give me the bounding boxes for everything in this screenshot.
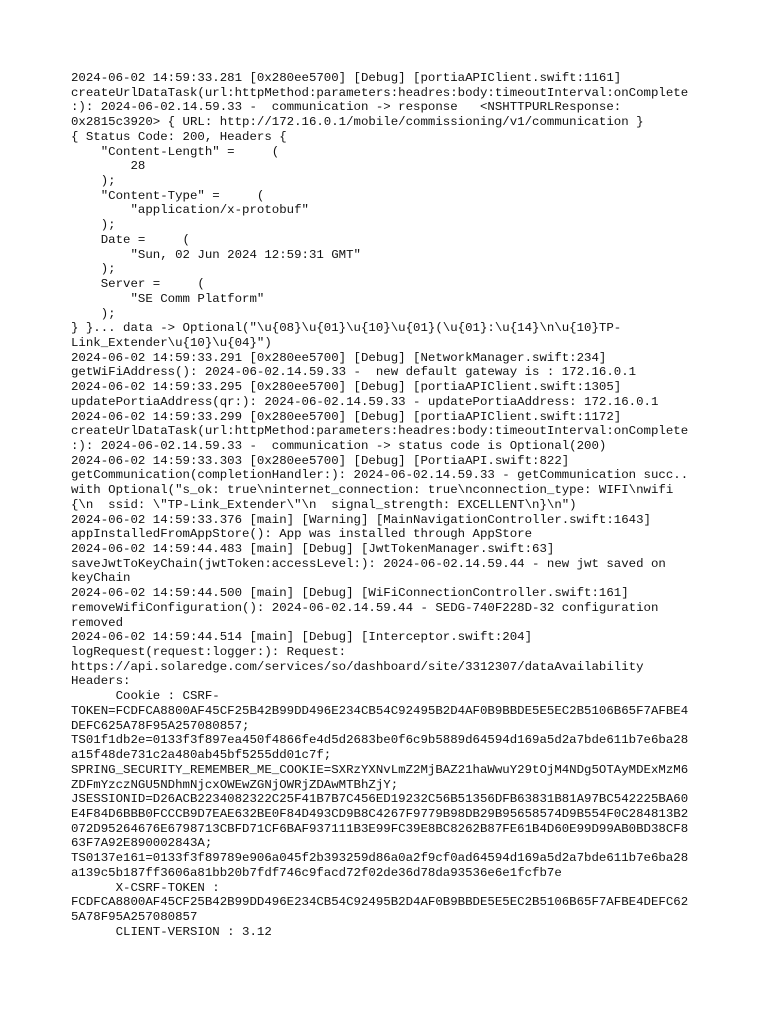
- log-line: FCDFCA8800AF45CF25B42B99DD496E234CB54C92495B2D4AF0B9BBDE5E5EC2B5106B65F7AFBE4DEFC62: [71, 895, 689, 910]
- log-line: 0x2815c3920> { URL: http://172.16.0.1/mobile/commissioning/v1/communication }: [71, 115, 644, 130]
- log-line: https://api.solaredge.com/services/so/dashboard/site/3312307/dataAvailability: [71, 659, 644, 674]
- log-line: Server = (: [71, 277, 205, 292]
- log-line: Headers:: [71, 674, 131, 689]
- log-line: 072D95264676E6798713CBFD71CF6BAF937111B3E99FC39E8BC8262B87FE61B4D60E99D99AB0BD38CF8: [71, 821, 689, 836]
- log-line: JSESSIONID=D26ACB2234082322C25F41B7B7C456ED19232C56B51356DFB63831B81A97BC542225BA60: [71, 792, 689, 807]
- log-line: Link_Extender\u{10}\u{04}"): [71, 335, 272, 350]
- log-line: 2024-06-02 14:59:33.291 [0x280ee5700] [Debug] [NetworkManager.swift:234]: [71, 350, 607, 365]
- log-line: createUrlDataTask(url:httpMethod:parameters:headres:body:timeoutInterval:onComplete: [71, 85, 689, 100]
- log-line: saveJwtToKeyChain(jwtToken:accessLevel:): 2024-06-02.14.59.44 - new jwt saved on: [71, 556, 666, 571]
- log-line: :): 2024-06-02.14.59.33 - communication -> response <NSHTTPURLResponse:: [71, 100, 622, 115]
- log-line: SPRING_SECURITY_REMEMBER_ME_COOKIE=SXRzYXNvLmZ2MjBAZ21haWwuY29tOjM4NDg5OTAyMDExMzM6: [71, 762, 689, 777]
- log-line: removeWifiConfiguration(): 2024-06-02.14.59.44 - SEDG-740F228D-32 configuration: [71, 600, 659, 615]
- log-line: "SE Comm Platform": [71, 291, 265, 306]
- log-line: DEFC625A78F95A257080857;: [71, 718, 250, 733]
- log-line: 2024-06-02 14:59:33.299 [0x280ee5700] [Debug] [portiaAPIClient.swift:1172]: [71, 409, 622, 424]
- log-line: E4F84D6BBB0FCCCB9D7EAE632BE0F84D493CD9B8C4267F9779B98DB29B95658574D9B554F0C284813B2: [71, 806, 689, 821]
- log-line: with Optional("s_ok: true\ninternet_connection: true\nconnection_type: WIFI\nwifi: [71, 483, 674, 498]
- log-line: logRequest(request:logger:): Request:: [71, 645, 347, 660]
- log-line: a15f48de731c2a480ab45bf5255dd01c7f;: [71, 748, 332, 763]
- log-line: CLIENT-VERSION : 3.12: [71, 924, 272, 939]
- log-line: getCommunication(completionHandler:): 2024-06-02.14.59.33 - getCommunication succ..: [71, 468, 689, 483]
- log-line: Cookie : CSRF-: [71, 689, 220, 704]
- log-line: );: [71, 174, 116, 189]
- log-line: 2024-06-02 14:59:33.303 [0x280ee5700] [Debug] [PortiaAPI.swift:822]: [71, 453, 570, 468]
- log-line: X-CSRF-TOKEN :: [71, 880, 220, 895]
- log-line: createUrlDataTask(url:httpMethod:parameters:headres:body:timeoutInterval:onComplete: [71, 424, 689, 439]
- log-line: );: [71, 262, 116, 277]
- log-line: ZDFmYzczNGU5NDhmNjcxOWEwZGNjOWRjZDAwMTBhZjY;: [71, 777, 399, 792]
- log-line: :): 2024-06-02.14.59.33 - communication -> status code is Optional(200): [71, 438, 607, 453]
- log-line: 2024-06-02 14:59:44.514 [main] [Debug] [Interceptor.swift:204]: [71, 630, 533, 645]
- log-line: updatePortiaAddress(qr:): 2024-06-02.14.59.33 - updatePortiaAddress: 172.16.0.1: [71, 394, 659, 409]
- log-line: 28: [71, 159, 146, 174]
- log-line: 2024-06-02 14:59:33.376 [main] [Warning] [MainNavigationController.swift:1643]: [71, 512, 651, 527]
- log-line: getWiFiAddress(): 2024-06-02.14.59.33 - new default gateway is : 172.16.0.1: [71, 365, 637, 380]
- log-line: 5A78F95A257080857: [71, 909, 198, 924]
- log-line: { Status Code: 200, Headers {: [71, 129, 287, 144]
- log-line: "Content-Type" = (: [71, 188, 265, 203]
- log-line: TOKEN=FCDFCA8800AF45CF25B42B99DD496E234CB54C92495B2D4AF0B9BBDE5E5EC2B5106B65F7AFBE4: [71, 703, 689, 718]
- log-line: 63F7A92E890002843A;: [71, 836, 213, 851]
- log-line: );: [71, 218, 116, 233]
- log-line: keyChain: [71, 571, 131, 586]
- log-line: 2024-06-02 14:59:33.295 [0x280ee5700] [Debug] [portiaAPIClient.swift:1305]: [71, 380, 622, 395]
- log-line: );: [71, 306, 116, 321]
- log-line: "application/x-protobuf": [71, 203, 309, 218]
- log-line: Date = (: [71, 232, 190, 247]
- log-line: "Content-Length" = (: [71, 144, 280, 159]
- log-line: TS01f1db2e=0133f3f897ea450f4866fe4d5d2683be0f6c9b5889d64594d169a5d2a7bde611b7e6ba28: [71, 733, 689, 748]
- log-line: appInstalledFromAppStore(): App was installed through AppStore: [71, 527, 533, 542]
- log-line: {\n ssid: \"TP-Link_Extender\"\n signal_strength: EXCELLENT\n}\n"): [71, 497, 577, 512]
- log-line: 2024-06-02 14:59:44.500 [main] [Debug] [WiFiConnectionController.swift:161]: [71, 586, 629, 601]
- log-line: 2024-06-02 14:59:44.483 [main] [Debug] [JwtTokenManager.swift:63]: [71, 542, 555, 556]
- log-line: } }... data -> Optional("\u{08}\u{01}\u{10}\u{01}(\u{01}:\u{14}\n\u{10}TP-: [71, 321, 622, 336]
- log-line: removed: [71, 615, 124, 630]
- log-line: TS0137e161=0133f3f89789e906a045f2b393259d86a0a2f9cf0ad64594d169a5d2a7bde611b7e6ba28: [71, 851, 689, 866]
- log-line: 2024-06-02 14:59:33.281 [0x280ee5700] [Debug] [portiaAPIClient.swift:1161]: [71, 71, 622, 85]
- log-line: "Sun, 02 Jun 2024 12:59:31 GMT": [71, 247, 361, 262]
- log-line: a139c5b187ff3606a81bb20b7fdf746c9facd72f02de36d78da93536e6e1fcfb7e: [71, 865, 562, 880]
- log-text-block: [71, 71, 711, 939]
